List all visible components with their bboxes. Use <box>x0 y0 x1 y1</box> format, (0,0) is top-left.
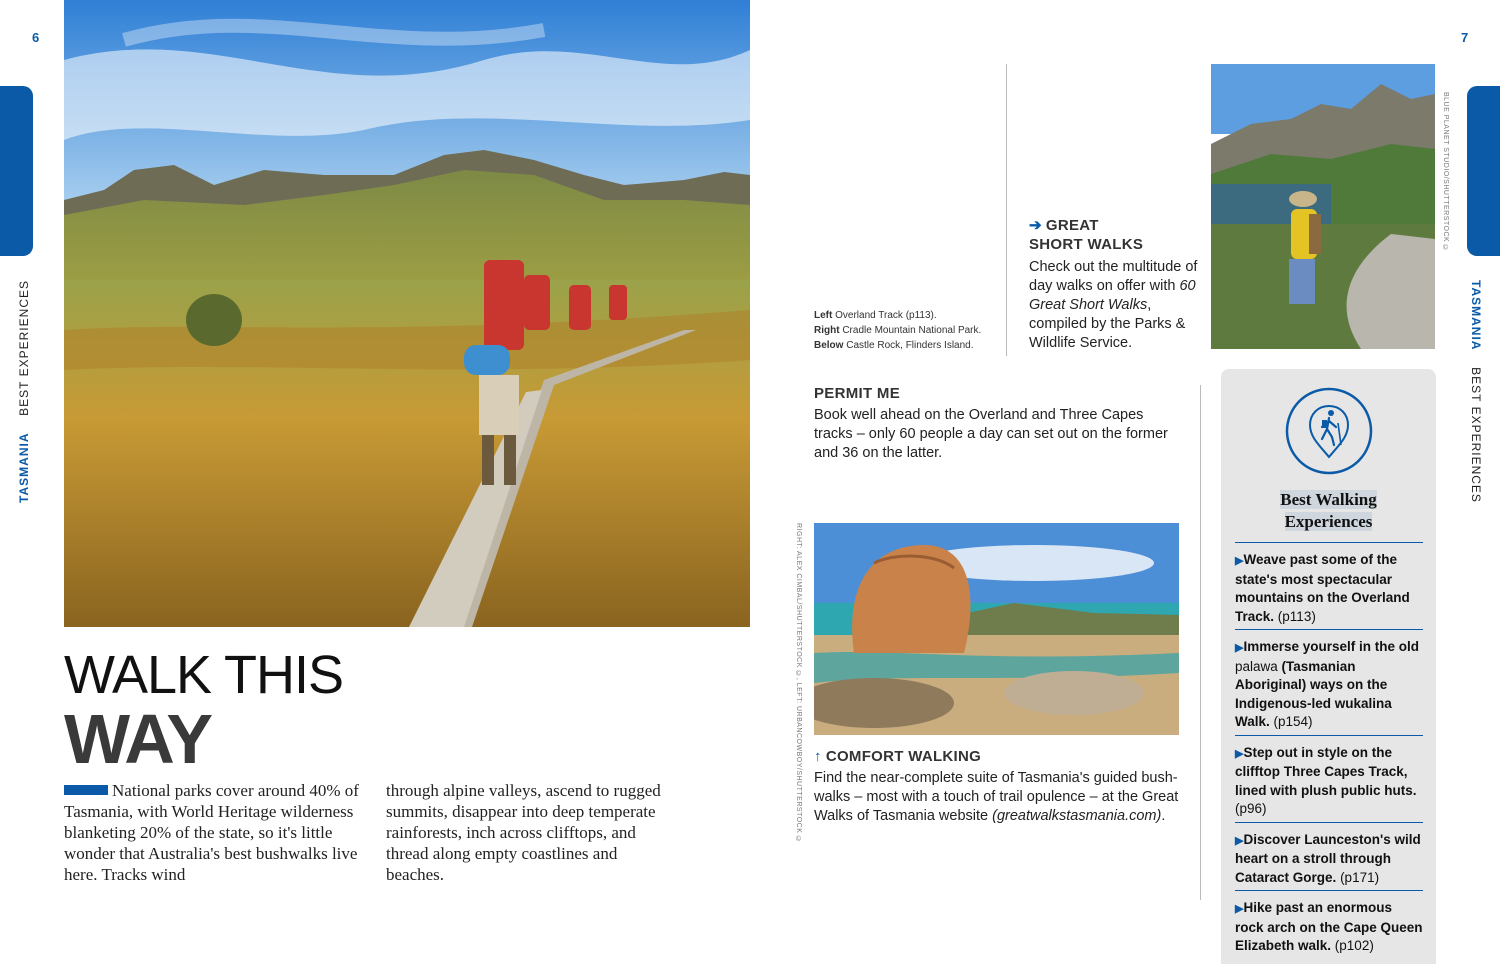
caption-left: Left Overland Track (p113). <box>814 310 937 321</box>
permit-me-section <box>814 385 1184 463</box>
great-short-walks-section <box>1029 216 1199 353</box>
heading-line-2: WAY <box>64 700 212 778</box>
comfort-walking-title: ↑ COMFORT WALKING <box>814 748 982 765</box>
side-label-strong: TASMANIA <box>1469 280 1483 351</box>
page-number-right: 7 <box>1461 30 1469 45</box>
best-walking-list <box>1235 549 1423 964</box>
triangle-right-icon: ▶ <box>1235 834 1244 847</box>
photo-captions <box>814 308 1004 353</box>
triangle-right-icon: ▶ <box>1235 555 1244 567</box>
triangle-right-icon: ▶ <box>1235 903 1244 915</box>
heading-line-1: WALK THIS <box>64 645 344 705</box>
column-rule-top <box>1006 64 1007 356</box>
side-label-left <box>17 280 31 503</box>
intro-column-1 <box>64 780 364 885</box>
box-divider <box>1235 542 1423 543</box>
column-rule-bottom <box>1200 385 1201 900</box>
page-number-left: 6 <box>32 30 40 45</box>
great-short-walks-text: Check out the multitude of day walks on offer with 60 Great Short Walks, compiled by the Parks & Wildlife Service. <box>1029 259 1198 351</box>
arrow-up-icon: ↑ <box>814 748 822 765</box>
list-item: ▶Weave past some of the state's most spectacular mountains on the Overland Track. (p113) <box>1235 549 1423 630</box>
comfort-walking-section <box>814 748 1184 826</box>
chapter-tab-right <box>1467 86 1500 256</box>
side-label-rest: BEST EXPERIENCES <box>1469 367 1483 503</box>
photo-cradle-mountain <box>1211 64 1435 349</box>
hero-photo-overland-track <box>64 0 750 627</box>
list-item: ▶Step out in style on the clifftop Three Capes Track, lined with plush public huts. (p96) <box>1235 742 1423 823</box>
list-item: ▶Immerse yourself in the old palawa (Tasmanian Aboriginal) ways on the Indigenous-led wukalina Walk. (p154) <box>1235 636 1423 736</box>
intro-text-1: National parks cover around 40% of Tasmania, with World Heritage wilderness blanketing 20% of the state, so it's little wonder that Australia's best bushwalks live here. Tracks wind <box>64 781 359 884</box>
best-walking-box <box>1221 369 1436 964</box>
side-label-strong: TASMANIA <box>17 432 31 503</box>
list-item: ▶Hike past an enormous rock arch on the Cape Queen Elizabeth walk. (p102) <box>1235 900 1423 953</box>
list-item: ▶Discover Launceston's wild heart on a stroll through Cataract Gorge. (p171) <box>1235 829 1423 892</box>
side-label-right <box>1469 280 1483 503</box>
side-label-rest: BEST EXPERIENCES <box>17 280 31 416</box>
photo-credit-right: BLUE PLANET STUDIO/SHUTTERSTOCK © <box>1442 92 1449 253</box>
permit-me-title: PERMIT ME <box>814 385 901 402</box>
best-walking-title: Best Walking Experiences <box>1280 490 1377 531</box>
triangle-right-icon: ▶ <box>1235 642 1244 654</box>
photo-castle-rock <box>814 523 1179 735</box>
permit-me-text: Book well ahead on the Overland and Three Capes tracks – only 60 people a day can set out on the former and 36 on the latter. <box>814 407 1168 461</box>
photo-credit-middle: RIGHT: ALEX CIMBAL/SHUTTERSTOCK ©, LEFT: URBANCOWBOY/SHUTTERSTOCK © <box>795 523 802 844</box>
chapter-tab-left <box>0 86 33 256</box>
triangle-right-icon: ▶ <box>1235 747 1244 760</box>
hiker-icon <box>1284 387 1374 484</box>
accent-bar <box>64 785 108 795</box>
page-heading <box>64 645 344 778</box>
arrow-right-icon: ➔ <box>1029 217 1042 234</box>
intro-column-2: through alpine valleys, ascend to rugged summits, disappear into deep temperate rainforests, inch across clifftops, and thread along empty coastlines and beaches. <box>386 781 661 884</box>
caption-below: Below Castle Rock, Flinders Island. <box>814 340 974 351</box>
great-short-walks-title: ➔ GREAT SHORT WALKS <box>1029 217 1144 253</box>
comfort-walking-text: Find the near-complete suite of Tasmania's guided bush-walks – most with a touch of trail opulence – at the Great Walks of Tasmania website (greatwalkstasmania.com). <box>814 770 1179 824</box>
caption-right: Right Cradle Mountain National Park. <box>814 325 982 336</box>
